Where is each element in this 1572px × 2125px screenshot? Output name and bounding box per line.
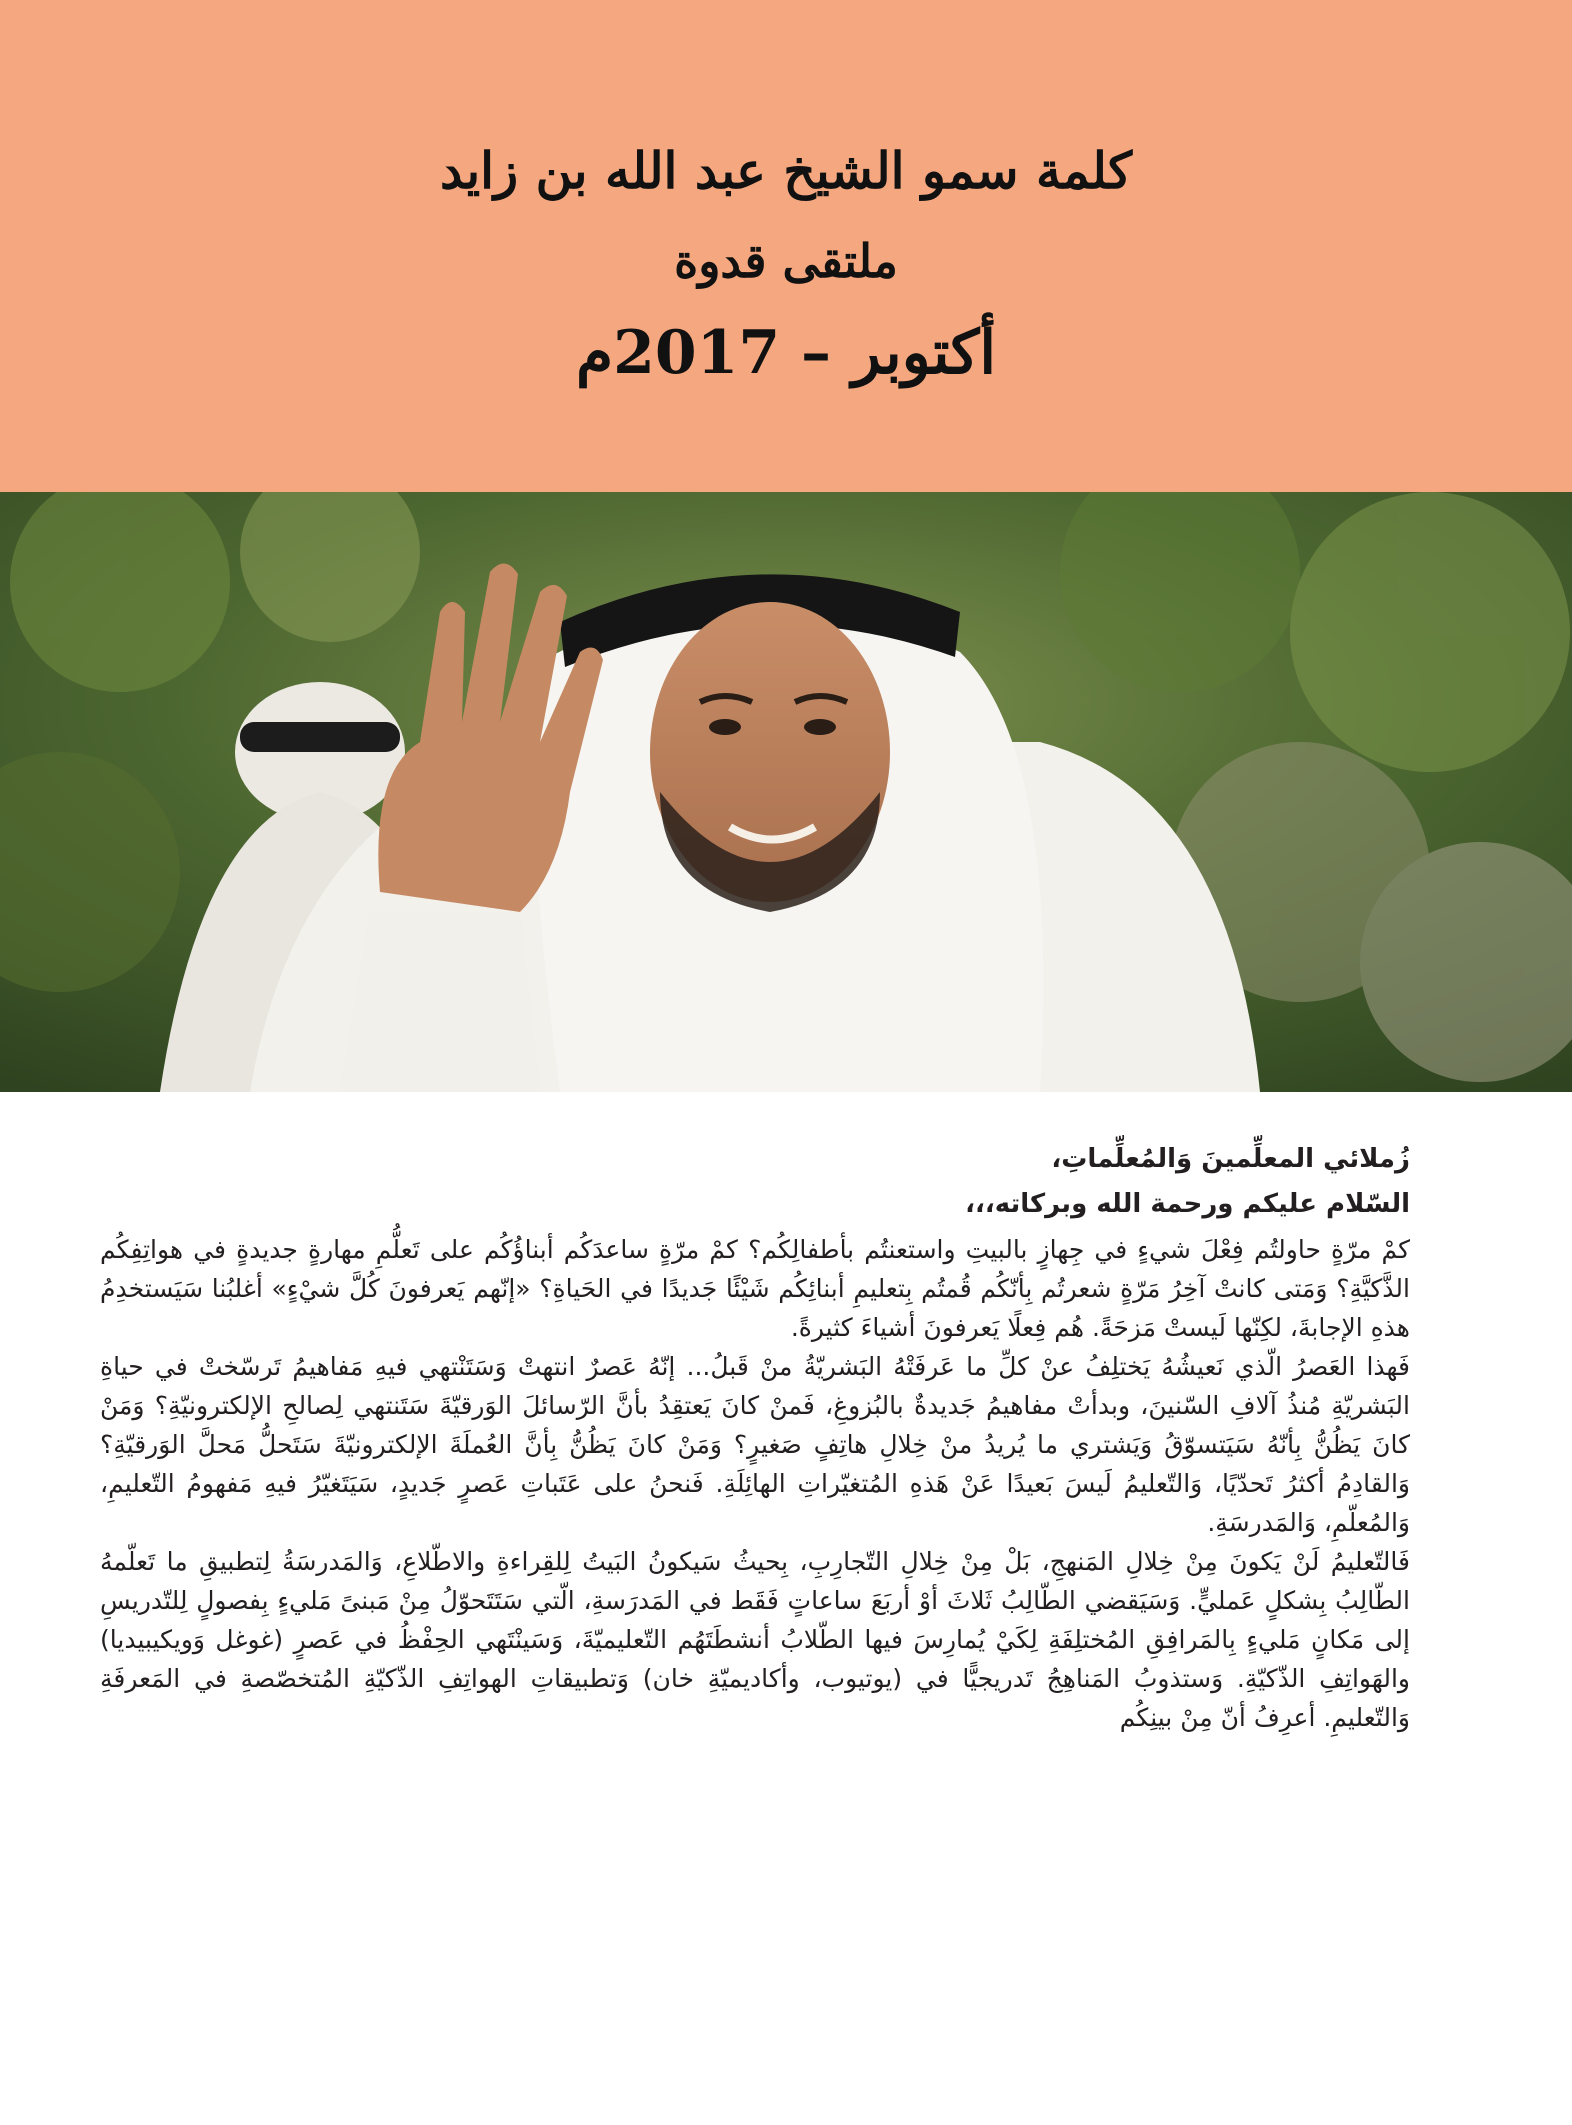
event-name: ملتقى قدوة: [674, 233, 898, 288]
paragraph-3: فَالتّعليمُ لَنْ يَكونَ مِنْ خِلالِ المَنهجِ، بَلْ مِنْ خِلالِ التّجارِبِ، بِحيثُ سَيكونُ البَيتُ لِلقِراءةِ والاطّلاعِ، وَالمَدرسَةُ لِتطبيقِ ما تَعلّمهُ الطّالِبُ بِشكلٍ عَمليٍّ. وَسَيَقضي الطّالِبُ ثَلاثَ أوْ أربَعَ ساعاتٍ فَقَط في المَدرَسةِ، الّتي سَتَتَحوّلُ مِنْ مَبنىً مَليءٍ بِفصولٍ لِلتّدريسِ إلى مَكانٍ مَليءٍ بِالمَرافِقِ المُختلِفَةِ لِكَيْ يُمارِسَ فيها الطّلابُ أنشطَتَهُم التّعليميّةَ، وَسَينْتَهي الحِفْظُ في عَصرٍ (غوغل وَويكيبيديا) والهَواتِفِ الذّكيّةِ. وَستذوبُ المَناهِجُ تَدريجيًّا في (يوتيوب، وأكاديميّةِ خان) وَتطبيقاتِ الهواتِفِ الذّكيّةِ المُتخصّصةِ في المَعرفَةِ وَالتّعليمِ. أعرِفُ أنّ مِنْ بينِكُم: [100, 1547, 1410, 1732]
event-date: أكتوبر – 2017م: [575, 317, 997, 388]
portrait-illustration: [0, 492, 1572, 1092]
greeting-salaam: السّلام عليكم ورحمة الله وبركاته،،،: [965, 1189, 1410, 1219]
greeting-colleagues: زُملائي المعلِّمينَ وَالمُعلِّماتِ،: [1051, 1144, 1410, 1174]
title-banner: [0, 0, 1572, 492]
paragraph-1: كمْ مرّةٍ حاولتُم فِعْلَ شيءٍ في جِهازٍ بالبيتِ واستعنتُم بأطفالِكُم؟ كمْ مرّةٍ ساعدَكُم أبناؤُكُم على تَعلُّمِ مهارةٍ جديدةٍ في هواتِفِكُم الذَّكيَّةِ؟ وَمَتى كانتْ آخِرُ مَرّةٍ شعرتُم بِأنّكُم قُمتُم بِتعليمِ أبنائِكُم شَيْئًا جَديدًا في الحَياةِ؟ «إنّهم يَعرفونَ كُلَّ شيْءٍ» أغلبُنا سَيَستخدِمُ هذهِ الإجابةَ، لكِنّها لَيستْ مَزحَةً. هُم فِعلًا يَعرفونَ أشياءَ كثيرةً.: [100, 1235, 1410, 1342]
speech-body: [100, 1140, 1410, 1737]
speech-title: كلمة سمو الشيخ عبد الله بن زايد: [439, 140, 1133, 200]
portrait-photo: [0, 492, 1572, 1092]
paragraph-2: فَهذا العَصرُ الّذي نَعيشُهُ يَختلِفُ عنْ كلِّ ما عَرفَتْهُ البَشريّةُ منْ قَبلُ... إنّهُ عَصرٌ انتهتْ وَسَتَنْتهي فيهِ مَفاهيمُ تَرسّختْ في حياةِ البَشريّةِ مُنذُ آلافِ السّنينَ، وبدأتْ مفاهيمُ جَديدةٌ بالبُزوغِ، فَمنْ كانَ يَعتقِدُ بأنَّ الرّسائلَ الوَرقيّةَ سَتَنتهي لِصالحِ الإلكترونيّةِ؟ وَمَنْ كانَ يَظُنُّ بِأنّهُ سَيَتسوّقُ وَيَشتري ما يُريدُ منْ خِلالِ هاتِفٍ صَغيرٍ؟ وَمَنْ كانَ يَظُنُّ بِأنَّ العُملَةَ الإلكترونيّةَ سَتَحلُّ مَحلَّ الوَرقيّةِ؟ وَالقادِمُ أكثرُ تَحدّيًا، وَالتّعليمُ لَيسَ بَعيدًا عَنْ هَذهِ المُتغيّراتِ الهائِلَةِ. فَنحنُ على عَتَباتِ عَصرٍ جَديدٍ، سَيَتَغيّرُ فيهِ مَفهومُ التّعليمِ، وَالمُعلّمِ، وَالمَدرسَةِ.: [100, 1352, 1410, 1537]
